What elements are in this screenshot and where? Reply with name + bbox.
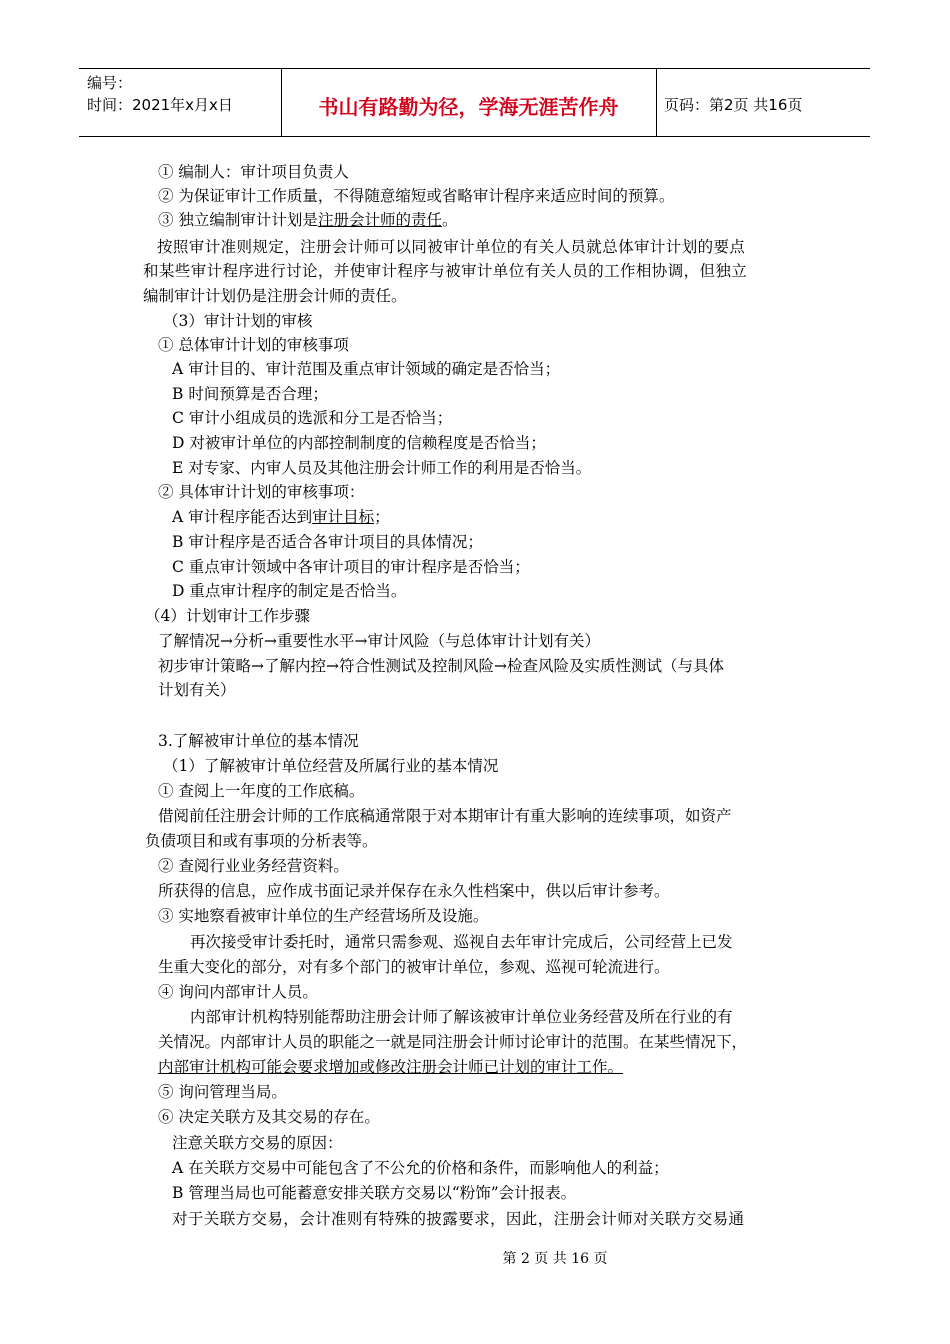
text-line: 和某些审计程序进行讨论，并使审计程序与被审计单位有关人员的工作相协调，但独立 [143,262,748,280]
text-line: B 管理当局也可能蓄意安排关联方交易以“粉饰”会计报表。 [172,1184,577,1202]
text-line: 生重大变化的部分，对有多个部门的被审计单位，参观、巡视可轮流进行。 [158,958,670,976]
section-heading: 3.了解被审计单位的基本情况 [158,732,359,750]
text-line: A 在关联方交易中可能包含了不公允的价格和条件，而影响他人的利益； [172,1159,669,1177]
underlined-sentence: 内部审计机构可能会要求增加或修改注册会计师已计划的审计工作。 [158,1058,624,1076]
text-line: 了解情况→分析→重要性水平→审计风险（与总体审计计划有关） [158,632,600,650]
footer-page-number: 第 2 页 共 16 页 [502,1251,608,1267]
page-footer [0,1248,950,1268]
text-run: A 审计程序能否达到 [172,508,313,526]
text-line: E 对专家、内审人员及其他注册会计师工作的利用是否恰当。 [172,459,592,477]
section-heading: （4）计划审计工作步骤 [145,607,310,625]
header-motto-cell [281,69,657,136]
text-line: B 审计程序是否适合各审计项目的具体情况； [172,533,483,551]
header-page-info: 页码：第2页 共16页 [664,96,803,114]
text-line: C 重点审计领域中各审计项目的审计程序是否恰当； [172,558,530,576]
underlined-term: 注册会计师的责任 [317,211,442,229]
text-line: 注意关联方交易的原因： [172,1134,343,1152]
text-line: A 审计目的、审计范围及重点审计领域的确定是否恰当； [172,360,561,378]
text-line: ② 为保证审计工作质量，不得随意缩短或省略审计程序来适应时间的预算。 [158,187,675,205]
text-line: C 审计小组成员的选派和分工是否恰当； [172,409,453,427]
text-line: 按照审计准则规定，注册会计师可以同被审计单位的有关人员就总体审计计划的要点 [157,238,746,256]
text-line: ① 总体审计计划的审核事项 [158,336,349,354]
text-line: 借阅前任注册会计师的工作底稿通常限于对本期审计有重大影响的连续事项，如资产 [158,807,732,825]
header-left-cell [79,69,282,136]
section-heading: （1）了解被审计单位经营及所属行业的基本情况 [163,757,499,775]
number-label: 编号： [87,74,133,92]
header-motto: 书山有路勤为径，学海无涯苦作舟 [318,95,619,119]
header-right-cell [657,69,870,136]
text-line: 内部审计机构特别能帮助注册会计师了解该被审计单位业务经营及所在行业的有 [190,1008,733,1026]
time-label: 时间：2021年x月x日 [87,96,233,114]
text-line: 再次接受审计委托时，通常只需参观、巡视自去年审计完成后，公司经营上已发 [190,933,733,951]
text-line: 计划有关） [158,681,236,699]
section-heading: （3）审计计划的审核 [163,312,313,330]
text-line: ② 具体审计计划的审核事项： [158,483,365,501]
text-line: 编制审计计划仍是注册会计师的责任。 [143,287,407,305]
text-line: 关情况。内部审计人员的职能之一就是同注册会计师讨论审计的范围。在某些情况下， [158,1033,748,1051]
page-header [79,68,870,137]
text-line: ② 查阅行业业务经营资料。 [158,857,349,875]
text-line: D 重点审计程序的制定是否恰当。 [172,582,407,600]
text-line: D 对被审计单位的内部控制制度的信赖程度是否恰当； [172,434,546,452]
text-line: 对于关联方交易，会计准则有特殊的披露要求，因此，注册会计师对关联方交易通 [172,1210,745,1228]
text-line: ① 查阅上一年度的工作底稿。 [158,782,365,800]
text-line: 初步审计策略→了解内控→符合性测试及控制风险→检查风险及实质性测试（与具体 [158,657,724,675]
text-run: ③ 独立编制审计计划是 [158,211,318,229]
underlined-term: 审计目标 [312,508,375,526]
text-run: ； [374,508,390,526]
text-line: 负债项目和或有事项的分析表等。 [145,832,378,850]
text-line: ③ 实地察看被审计单位的生产经营场所及设施。 [158,907,489,925]
text-line: ① 编制人：审计项目负责人 [158,163,349,181]
text-line: ④ 询问内部审计人员。 [158,983,318,1001]
text-line [158,210,457,230]
text-line: ⑤ 询问管理当局。 [158,1083,287,1101]
text-line: ⑥ 决定关联方及其交易的存在。 [158,1108,380,1126]
text-line [172,507,390,527]
text-run: 。 [441,211,458,229]
text-line: 所获得的信息，应作成书面记录并保存在永久性档案中，供以后审计参考。 [158,882,670,900]
text-line: B 时间预算是否合理； [172,385,328,403]
